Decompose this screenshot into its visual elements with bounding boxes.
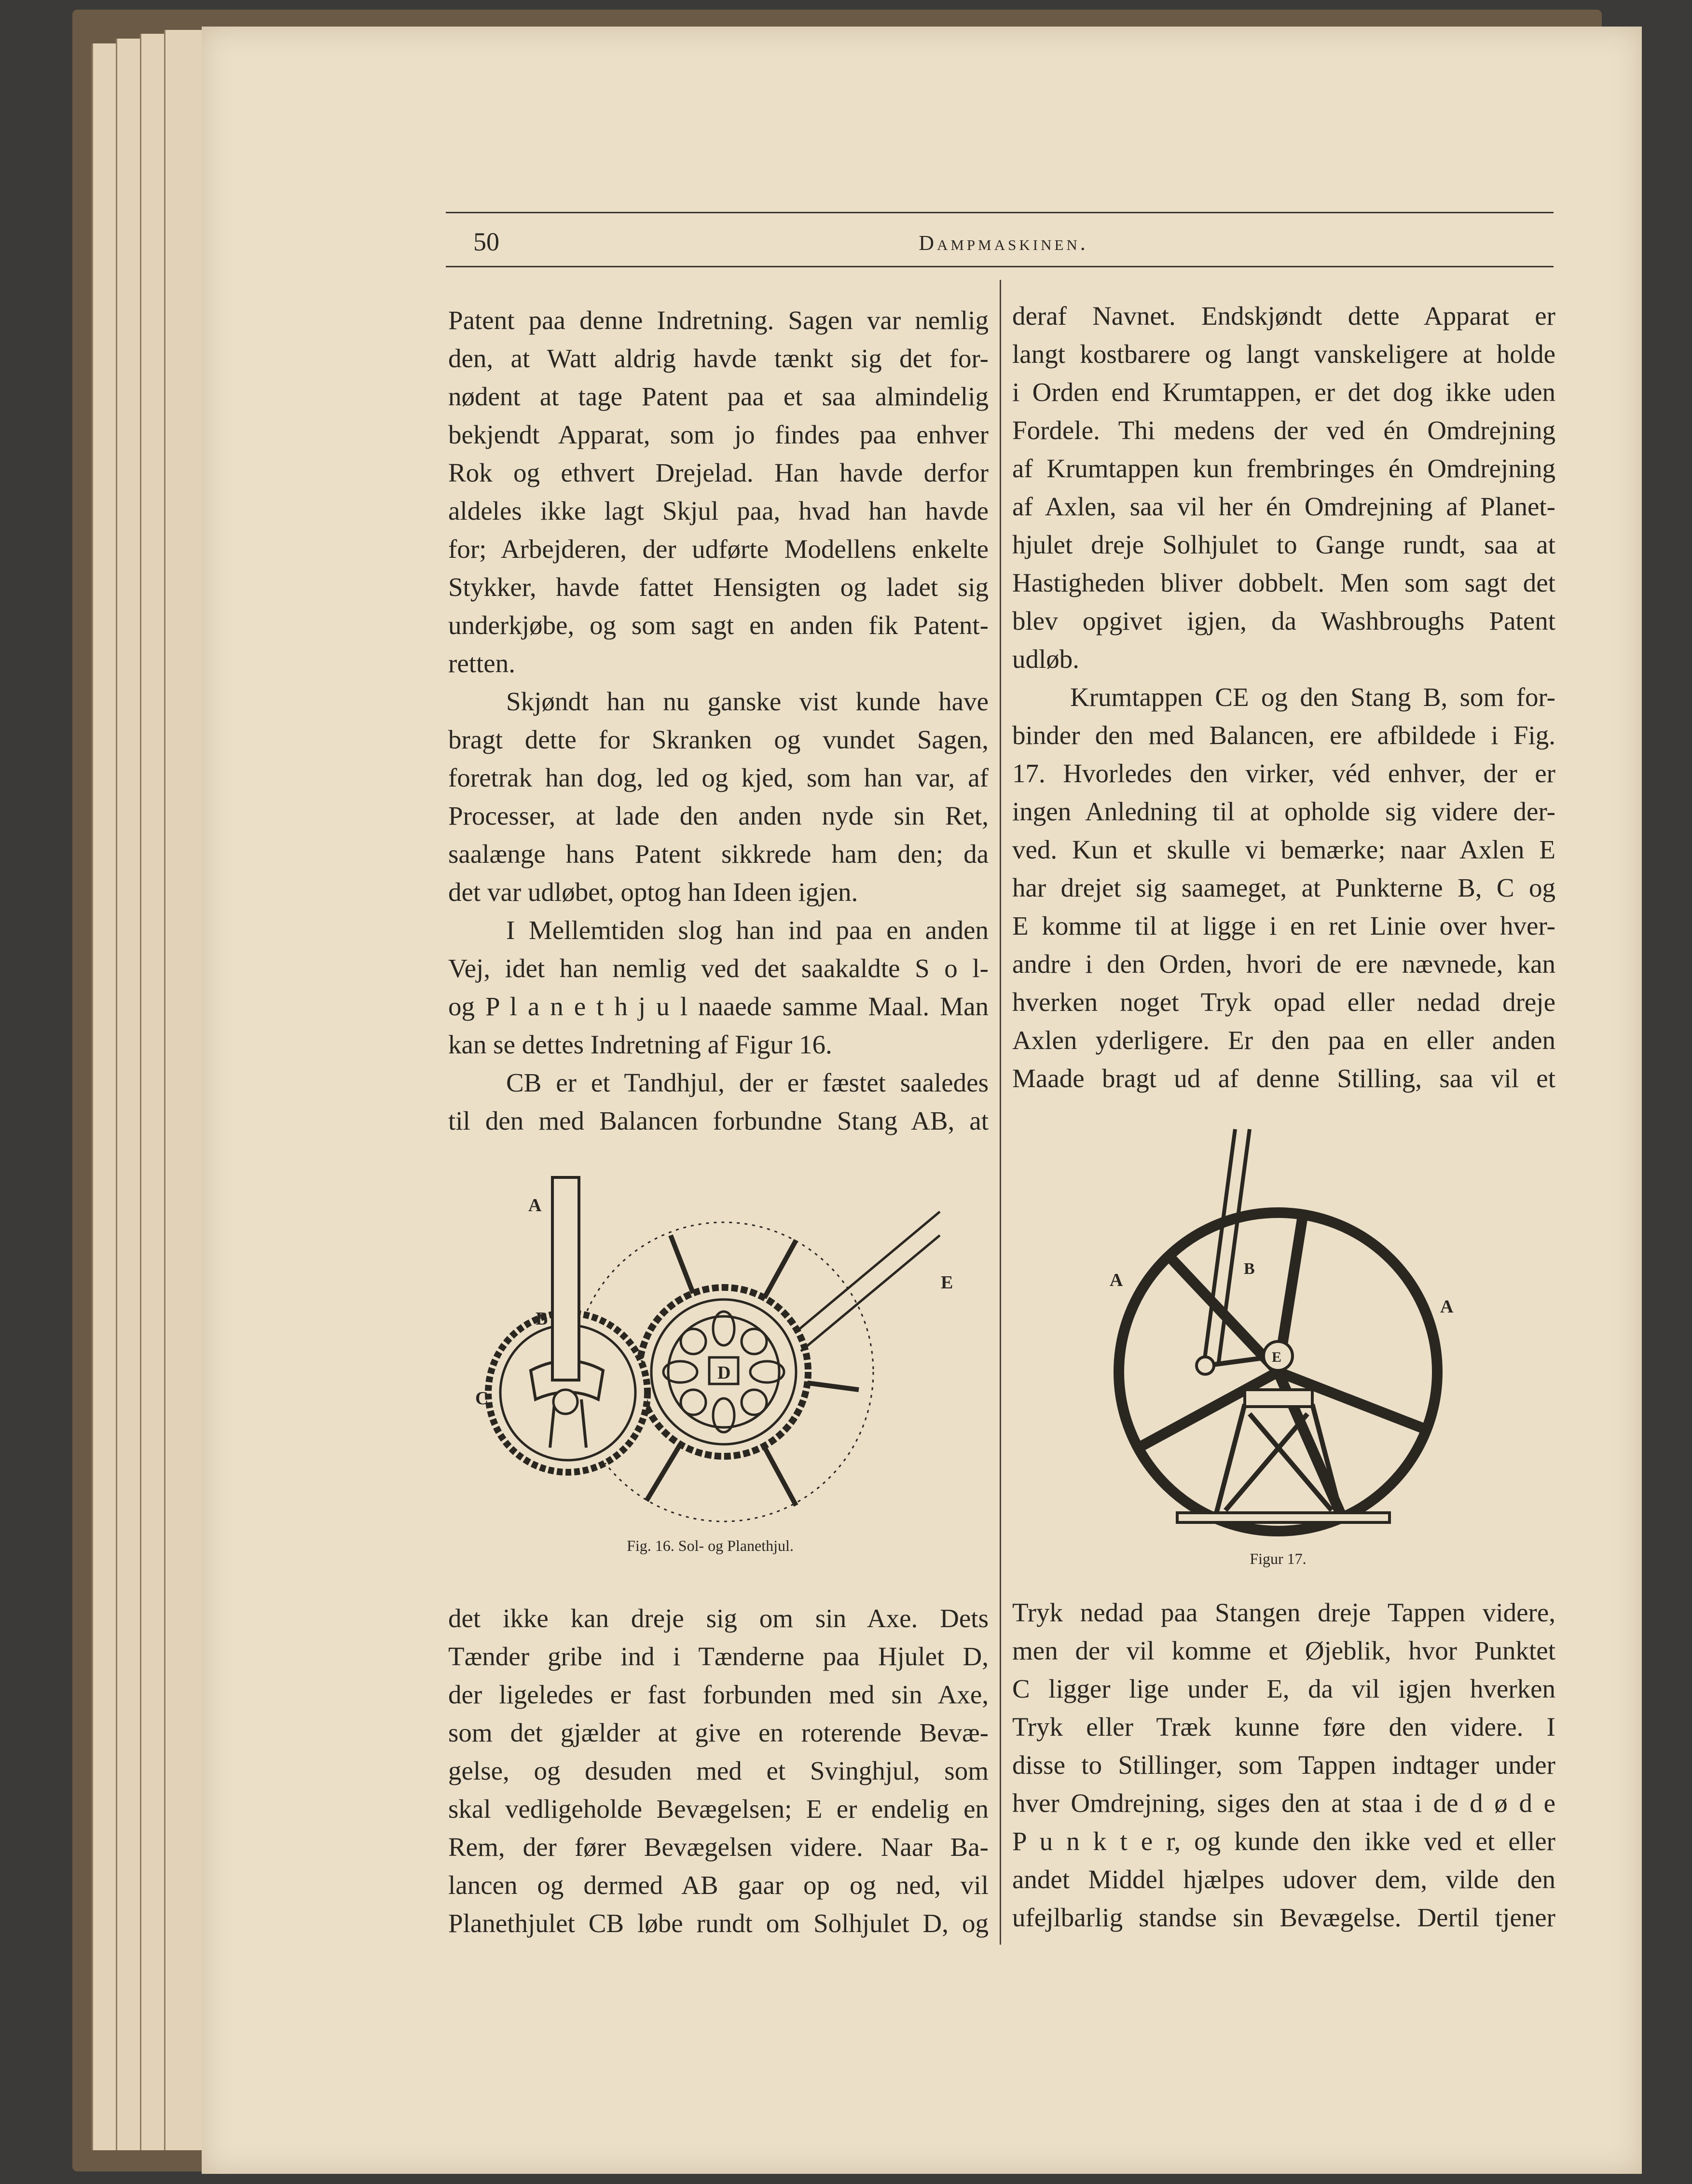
text-line: men der vil komme et Øjeblik, hvor Punktet [1012, 1636, 1555, 1665]
figure-17-crank [1086, 1110, 1472, 1544]
text-line: Maade bragt ud af denne Stilling, saa vil et [1012, 1064, 1555, 1093]
text-line: langt kostbarere og langt vanskeligere at holde [1012, 339, 1555, 369]
page-number: 50 [473, 227, 499, 256]
text-line: CB er et Tandhjul, der er fæstet saaledes [506, 1068, 989, 1097]
text-line: ufejlbarlig standse sin Bevægelse. Dertil tjener [1012, 1903, 1555, 1932]
text-line: Vej, idet han nemlig ved det saakaldte S o l- [448, 954, 989, 983]
text-line: Tryk nedad paa Stangen dreje Tappen videre, [1012, 1598, 1555, 1627]
text-line: Tænder gribe ind i Tænderne paa Hjulet D, [448, 1642, 989, 1671]
text-line: hjulet dreje Solhjulet to Gange rundt, saa at [1012, 530, 1555, 559]
text-line: E komme til at ligge i en ret Linie over hver- [1012, 911, 1555, 940]
label-a: A [528, 1195, 542, 1216]
header-rule-bottom [446, 266, 1554, 267]
text-line: Rem, der fører Bevægelsen videre. Naar Ba- [448, 1832, 989, 1862]
text-line: disse to Stillinger, som Tappen indtager under [1012, 1750, 1555, 1780]
text-line: Axlen yderligere. Er den paa en eller anden [1012, 1025, 1555, 1055]
text-line: for; Arbejderen, der udførte Modellens enkelte [448, 534, 989, 564]
text-line: som det gjælder at give en roterende Bevæ- [448, 1718, 989, 1747]
text-line: den, at Watt aldrig havde tænkt sig det for- [448, 344, 989, 373]
text-line: 17. Hvorledes den virker, véd enhver, der er [1012, 759, 1555, 788]
text-line: udløb. [1012, 644, 1080, 674]
text-line: Hastigheden bliver dobbelt. Men som sagt det [1012, 568, 1555, 597]
text-line: nødent at tage Patent paa et saa almindelig [448, 382, 989, 411]
text-line: bragt dette for Skranken og vundet Sagen, [448, 725, 989, 754]
label-e: E [941, 1272, 953, 1293]
text-line: foretrak han dog, led og kjed, som han var, af [448, 763, 989, 792]
text-line: det ikke kan dreje sig om sin Axe. Dets [448, 1603, 989, 1633]
text-line: og P l a n e t h j u l naaede samme Maal. Man [448, 992, 989, 1021]
text-line: ved. Kun et skulle vi bemærke; naar Axlen E [1012, 835, 1555, 864]
text-line: Processer, at lade den anden nyde sin Ret, [448, 801, 989, 830]
text-line: Planethjulet CB løbe rundt om Solhjulet D, og [448, 1908, 989, 1938]
label-b: B [1244, 1260, 1255, 1278]
left-column-bottom [448, 1599, 989, 1942]
text-line: i Orden end Krumtappen, er det dog ikke uden [1012, 377, 1555, 407]
text-line: I Mellemtiden slog han ind paa en anden [506, 915, 989, 945]
text-line: har drejet sig saameget, at Punkterne B, C og [1012, 873, 1555, 902]
header-rule-top [446, 212, 1554, 213]
label-b: B [536, 1309, 548, 1329]
text-line: C ligger lige under E, da vil igjen hverken [1012, 1674, 1555, 1703]
text-line: hver Omdrejning, siges den at staa i de d ø d e [1012, 1788, 1555, 1818]
figure-16-caption: Fig. 16. Sol- og Planethjul. [627, 1537, 794, 1554]
text-line: saalænge hans Patent sikkrede ham den; da [448, 839, 989, 869]
text-line: Tryk eller Træk kunne føre den videre. I [1012, 1712, 1555, 1742]
column-divider [1000, 280, 1001, 1945]
text-line: retten. [448, 649, 515, 678]
text-line: P u n k t e r, og kunde den ikke ved et eller [1012, 1826, 1555, 1856]
text-line: Patent paa denne Indretning. Sagen var nemlig [448, 305, 989, 335]
text-line: hverken noget Tryk opad eller nedad dreje [1012, 987, 1555, 1017]
right-column-bottom [1012, 1593, 1555, 1936]
label-a-left: A [1110, 1270, 1123, 1290]
text-line: Skjøndt han nu ganske vist kunde have [506, 687, 989, 716]
figure-17-caption: Figur 17. [1250, 1550, 1307, 1567]
text-line: Stykker, havde fattet Hensigten og ladet sig [448, 572, 989, 602]
figure-16-sun-planet-gear [458, 1158, 965, 1534]
text-line: det var udløbet, optog han Ideen igjen. [448, 877, 858, 907]
text-line: deraf Navnet. Endskjøndt dette Apparat er [1012, 301, 1555, 331]
text-line: til den med Balancen forbundne Stang AB, at [448, 1106, 989, 1135]
text-line: andre i den Orden, hvori de ere nævnede, kan [1012, 949, 1555, 979]
label-a-right: A [1440, 1297, 1454, 1317]
text-line: af Axlen, saa vil her én Omdrejning af Planet- [1012, 492, 1555, 521]
text-line: aldeles ikke lagt Skjul paa, hvad han havde [448, 496, 989, 525]
text-line: underkjøbe, og som sagt en anden fik Patent- [448, 610, 989, 640]
text-line: blev opgivet igjen, da Washbroughs Patent [1012, 606, 1555, 636]
text-line: andet Middel hjælpes udover dem, vilde den [1012, 1865, 1555, 1894]
label-e: E [1272, 1349, 1282, 1365]
text-line: bekjendt Apparat, som jo findes paa enhver [448, 420, 989, 449]
left-column-top [448, 301, 989, 1140]
text-line: kan se dettes Indretning af Figur 16. [448, 1030, 832, 1059]
text-line: Krumtappen CE og den Stang B, som for- [1070, 682, 1555, 712]
text-line: binder den med Balancen, ere afbildede i Fig. [1012, 720, 1555, 750]
label-d: D [717, 1363, 731, 1383]
text-line: der ligeledes er fast forbunden med sin Axe, [448, 1680, 989, 1709]
label-c: C [475, 1388, 489, 1409]
text-line: ingen Anledning til at opholde sig videre der- [1012, 797, 1555, 826]
text-line: af Krumtappen kun frembringes én Omdrejning [1012, 454, 1555, 483]
text-line: lancen og dermed AB gaar op og ned, vil [448, 1870, 989, 1900]
text-line: skal vedligeholde Bevægelsen; E er endelig en [448, 1794, 989, 1824]
text-line: gelse, og desuden med et Svinghjul, som [448, 1756, 989, 1785]
running-title: Dampmaskinen. [919, 231, 1088, 255]
text-line: Rok og ethvert Drejelad. Han havde derfor [448, 458, 989, 487]
right-column-top [1012, 297, 1555, 1097]
text-line: Fordele. Thi medens der ved én Omdrejning [1012, 415, 1555, 445]
